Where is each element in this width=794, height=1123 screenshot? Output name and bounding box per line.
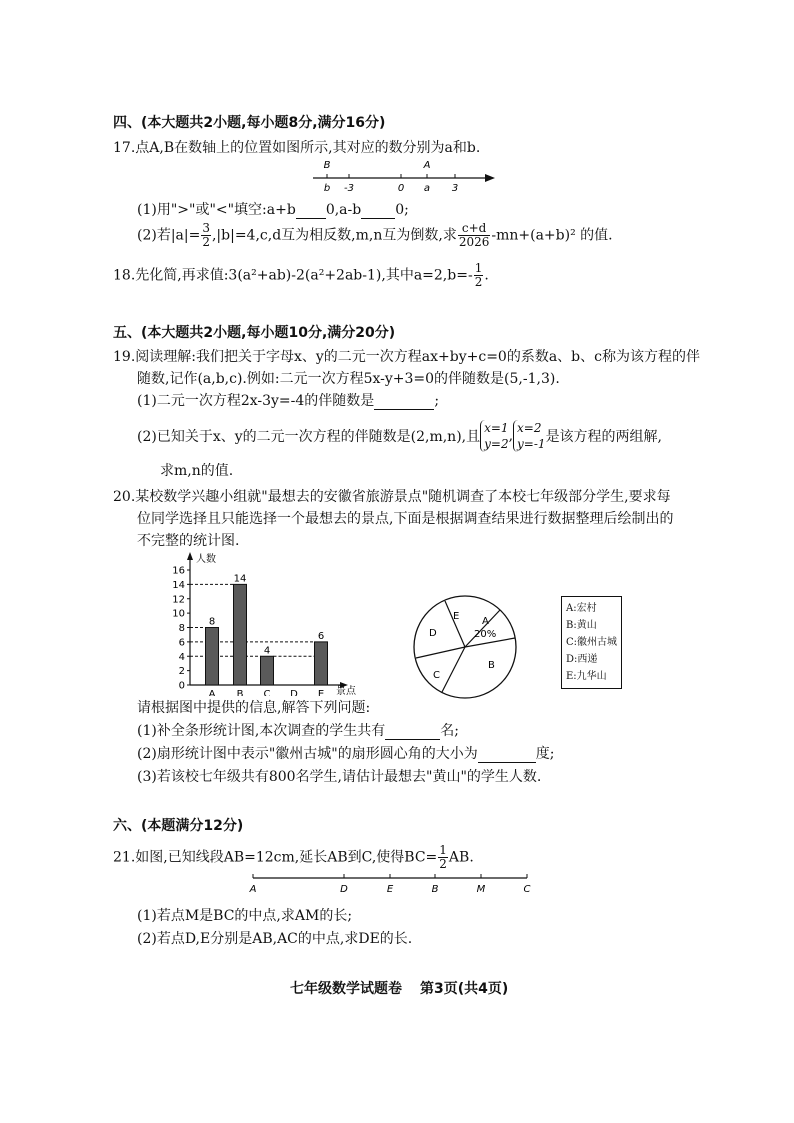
pie-legend [561,596,622,689]
legend-item: E:九华山 [566,671,607,682]
y-tick-label: 8 [178,623,185,634]
fraction: $\frac{1}{2}$ [474,261,483,289]
q21-part2: (2)若点D,E分别是AB,AC的中点,求DE的长. [137,931,413,947]
fraction: $\frac{c+d}{2026}$ [458,221,490,249]
y-tick-label: 2 [178,666,185,678]
number-line-label: 3 [451,183,459,194]
q20-part2: (2)扇形统计图中表示"徽州古城"的扇形圆心角的大小为 度; [137,746,555,762]
legend-item: B:黄山 [566,620,597,631]
answer-blank[interactable] [361,202,395,219]
pie-label-c: C [433,670,440,681]
x-tick-label: E [317,689,325,696]
x-tick-label: D [290,689,298,696]
pie-label-d: D [429,628,437,639]
number-line-label: 0 [397,183,405,194]
segment-point-label: C [523,884,531,895]
segment-point-label: B [431,884,439,895]
fraction: $\frac{3}{2}$ [202,221,210,249]
legend-item: D:西递 [566,654,598,665]
section-5-title: 五、(本大题共2小题,每小题10分,满分20分) [113,325,396,341]
q20-line2: 位同学选择且只能选择一个最想去的景点,下面是根据调查结果进行数据整理后绘制出的 [137,511,674,527]
q20-line3: 不完整的统计图. [137,533,240,549]
q20-part3: (3)若该校七年级共有800名学生,请估计最想去"黄山"的学生人数. [137,769,542,785]
bar-b [234,584,247,685]
q21-part1: (1)若点M是BC的中点,求AM的长; [137,908,353,924]
q21-segment [245,868,540,896]
number-line-label: -3 [344,183,354,194]
segment-point-label: A [249,884,257,895]
equation-system-1: x=1 y=2 [480,420,508,452]
segment-point-label: M [476,884,486,895]
bar-chart [160,548,365,696]
legend-item: C:徽州古城 [566,637,618,648]
bar-c [261,656,274,685]
y-tick-label: 10 [172,608,185,620]
x-tick-label: A [208,689,216,696]
equation-system-2: x=2 y=-1 [513,420,546,452]
y-tick-label: 0 [178,680,185,692]
pie-label-e: E [453,611,460,622]
y-axis-label: 人数 [196,554,216,565]
q17-number-line [305,158,500,196]
q19-line1: 19.阅读理解:我们把关于字母x、y的二元一次方程ax+by+c=0的系数a、b、c称为该方程的伴 [113,349,700,365]
number-line-label: b [323,183,331,194]
q19-part2-line2: 求m,n的值. [160,463,234,479]
y-tick-label: 16 [172,565,185,577]
answer-blank[interactable] [478,746,536,763]
answer-blank[interactable] [296,202,326,219]
x-tick-label: C [263,689,271,696]
bar-e [315,642,328,685]
fraction: $\frac{1}{2}$ [439,843,447,871]
q20-intro: 请根据图中提供的信息,解答下列问题: [137,700,371,716]
bar-value-label: 14 [233,573,247,585]
point-a-label: A [423,160,431,171]
y-tick-label: 4 [178,651,185,663]
q17-part2: (2)若|a|= $\frac{3}{2}$ ,|b|=4,c,d互为相反数,m,n互为倒数,求 $\frac{c+d}{2026}$ -mn+(a+b)² 的值. [137,221,613,249]
bar-a [206,628,219,686]
segment-point-label: D [340,884,348,895]
q20-part1: (1)补全条形统计图,本次调查的学生共有 名; [137,723,459,739]
y-tick-label: 12 [172,594,185,606]
answer-blank[interactable] [385,723,440,740]
pie-label-a: A [482,616,489,627]
q18: 18.先化简,再求值:3(a²+ab)-2(a²+2ab-1),其中a=2,b=- $\frac{1}{2}$ . [113,261,489,289]
x-tick-label: B [236,689,244,696]
q19-part2: (2)已知关于x、y的二元一次方程的伴随数是(2,m,n),且x=1 y=2, x=2 y=-1是该方程的两组解, [137,421,663,451]
q20-line1: 20.某校数学兴趣小组就"最想去的安徽省旅游景点"随机调查了本校七年级部分学生,要求每 [113,489,671,505]
pie-label-b: B [488,660,495,671]
answer-blank[interactable] [374,393,434,410]
y-tick-label: 14 [172,579,185,591]
q19-line2: 随数,记作(a,b,c).例如:二元一次方程5x-y+3=0的伴随数是(5,-1,3). [137,371,560,387]
point-b-label: B [323,160,331,171]
pie-annotation: 20% [474,629,497,640]
footer-title: 七年级数学试题卷 [290,981,402,997]
q17-stem: 17.点A,B在数轴上的位置如图所示,其对应的数分别为a和b. [113,140,481,156]
x-axis-label: 景点 [336,686,356,696]
q21-stem: 21.如图,已知线段AB=12cm,延长AB到C,使得BC= $\frac{1}{2}$ AB. [113,843,474,871]
footer-page: 第3页(共4页) [420,981,509,997]
q19-part1: (1)二元一次方程2x-3y=-4的伴随数是 ; [137,393,440,409]
bar-value-label: 8 [208,616,216,628]
number-line-label: a [423,183,431,194]
legend-item: A:宏村 [566,603,597,614]
y-tick-label: 6 [178,637,185,649]
section-4-title: 四、(本大题共2小题,每小题8分,满分16分) [113,115,386,131]
section-6-title: 六、(本题满分12分) [113,818,244,834]
pie-chart [410,592,520,702]
q17-part1: (1)用">"或"<"填空:a+b 0,a-b 0; [137,202,409,218]
bar-value-label: 4 [263,645,271,657]
bar-value-label: 6 [317,630,325,642]
segment-point-label: E [386,884,394,895]
